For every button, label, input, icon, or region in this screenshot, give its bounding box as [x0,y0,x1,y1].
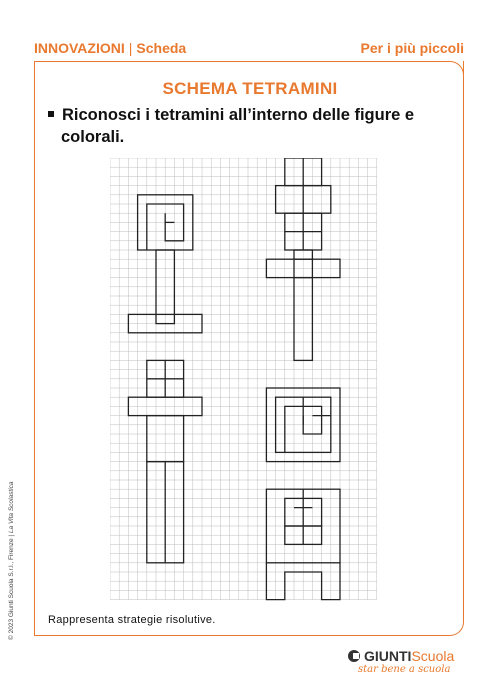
section-label: INNOVAZIONI [34,40,125,56]
giunti-g-icon [348,650,360,662]
logo-brand-2: Scuola [411,648,455,664]
header-right: Per i più piccoli [360,40,464,56]
publisher-logo [348,648,454,675]
header-left [34,40,186,56]
footer-note: Rappresenta strategie risolutive. [48,614,216,626]
header-separator: | [128,40,133,56]
copyright-prefix: © 2023 Giunti Scuola S.r.l., Firenze | [8,533,15,640]
copyright [8,482,15,640]
subsection-label: Scheda [136,40,187,56]
tetromino-grid [110,158,382,608]
page-title: SCHEMA TETRAMINI [162,79,338,98]
instruction [48,104,458,148]
instruction-line-2: colorali. [61,128,125,146]
bullet-icon [48,111,54,117]
copyright-publication: La Vita Scolastica [8,481,15,534]
instruction-line-1: Riconosci i tetramini all’interno delle figure e [62,106,415,124]
logo-tagline: star bene a scuola [358,664,451,675]
logo-brand: GIUNTI [364,648,412,664]
